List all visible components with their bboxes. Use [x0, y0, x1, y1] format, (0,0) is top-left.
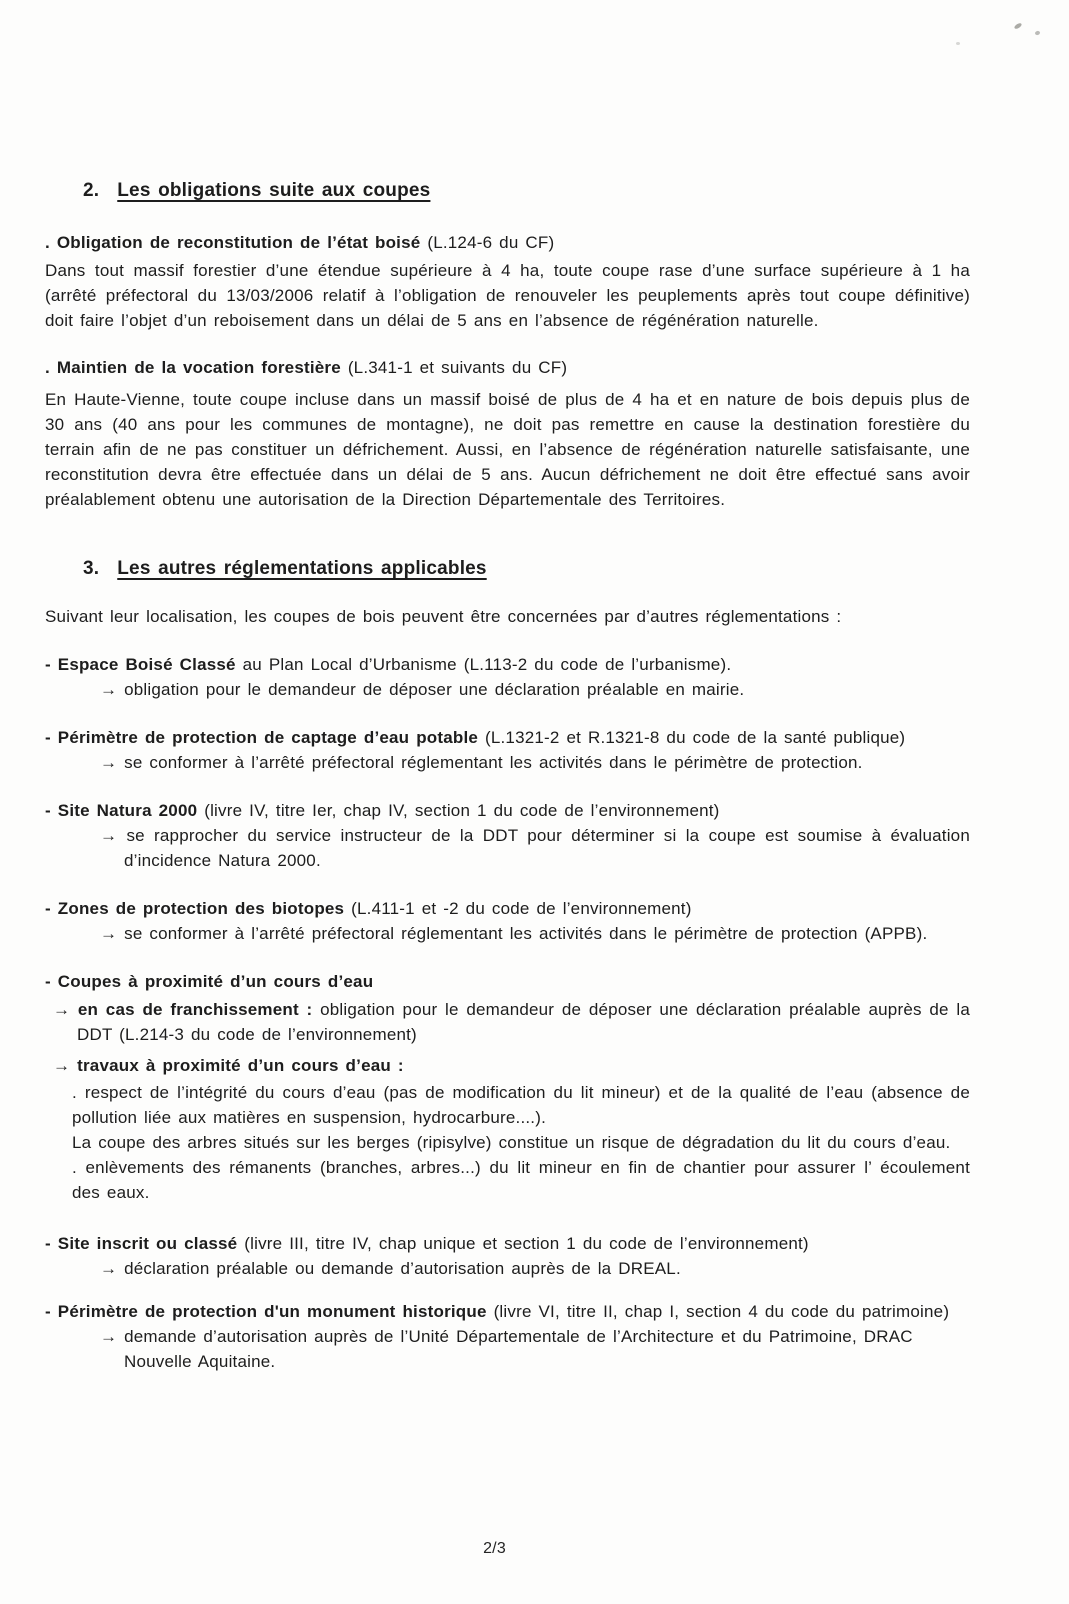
cours-eau-franchissement-rest: obligation pour le demandeur de déposer une déclaration préalable auprès de la DDT (L.214-3 du code de l’environnement)	[77, 1000, 970, 1044]
obligation-reconstitution-title	[45, 230, 970, 255]
biotopes-head-ref: (L.411-1 et -2 du code de l’environnement)	[344, 899, 692, 918]
cours-eau-respect: . respect de l’intégrité du cours d’eau (pas de modification du lit mineur) et de la qualité de l’eau (absence de pollution liée aux matières en suspension, hydrocarbure....).	[72, 1083, 970, 1127]
maintien-vocation-title-bold: . Maintien de la vocation forestière	[45, 358, 341, 377]
cours-eau-remanents: . enlèvements des rémanents (branches, arbres...) du lit mineur en fin de chantier pour assurer l’ écoulement des eaux.	[72, 1158, 970, 1202]
section-3-intro: Suivant leur localisation, les coupes de bois peuvent être concernées par d’autres réglementations :	[45, 607, 842, 626]
scan-speck	[1034, 30, 1040, 35]
cours-eau-ripisylve: La coupe des arbres situés sur les berges (ripisylve) constitue un risque de dégradation du lit du cours d’eau.	[72, 1133, 951, 1152]
section-2-number: 2.	[83, 180, 100, 201]
monument-head-ref: (livre VI, titre II, chap I, section 4 du code du patrimoine)	[486, 1302, 950, 1321]
scan-speck	[1014, 22, 1023, 30]
site-inscrit-head-bold: - Site inscrit ou classé	[45, 1234, 238, 1253]
biotopes-head	[45, 896, 970, 921]
captage-action: → se conformer à l’arrêté préfectoral réglementant les activités dans le périmètre de protection.	[100, 753, 863, 772]
scan-speck	[956, 42, 960, 45]
list-item-cours-eau	[45, 969, 970, 1205]
site-inscrit-head-ref: (livre III, titre IV, chap unique et section 1 du code de l’environnement)	[237, 1234, 809, 1253]
cours-eau-travaux-bold: → travaux à proximité d’un cours d’eau :	[53, 1056, 404, 1075]
cours-eau-head-bold: - Coupes à proximité d’un cours d’eau	[45, 972, 374, 991]
captage-head	[45, 725, 970, 750]
natura-head-bold: - Site Natura 2000	[45, 801, 198, 820]
cours-eau-franchissement-bold: → en cas de franchissement :	[53, 1000, 313, 1019]
espace-boise-head-ref: au Plan Local d’Urbanisme (L.113-2 du code de l’urbanisme).	[235, 655, 732, 674]
cours-eau-travaux	[53, 1053, 970, 1078]
obligation-reconstitution-body: Dans tout massif forestier d’une étendue supérieure à 4 ha, toute coupe rase d’une surface supérieure à 1 ha (arrêté préfectoral du 13/03/2006 relatif à l’obligation de renouveler les peuplements après tout coupe définitive) doit faire l’objet d’un reboisement dans un délai de 5 ans en l’absence de régénération naturelle.	[45, 261, 970, 330]
list-item-captage	[45, 725, 970, 775]
list-item-monument-historique	[45, 1299, 970, 1374]
monument-head	[45, 1299, 970, 1324]
site-inscrit-head	[45, 1231, 970, 1256]
maintien-vocation-body: En Haute-Vienne, toute coupe incluse dans un massif boisé de plus de 4 ha et en nature de bois depuis plus de 30 ans (40 ans pour les communes de montagne), ne doit pas remettre en cause la destination forestière du terrain afin de ne pas constituer un défrichement. Aussi, en l’absence de régénération naturelle satisfaisante, une reconstitution devra être effectuée dans un délai de 5 ans. Aucun défrichement ne doit être effectué sans avoir préalablement obtenu une autorisation de la Direction Départementale des Territoires.	[45, 390, 970, 509]
list-item-site-inscrit	[45, 1231, 970, 1281]
obligation-reconstitution-title-bold: . Obligation de reconstitution de l’état boisé	[45, 233, 421, 252]
espace-boise-action: → obligation pour le demandeur de déposer une déclaration préalable en mairie.	[100, 680, 745, 699]
cours-eau-head	[45, 969, 970, 994]
section-2-title: Les obligations suite aux coupes	[117, 180, 431, 201]
site-inscrit-action: → déclaration préalable ou demande d’autorisation auprès de la DREAL.	[100, 1259, 681, 1278]
section-3-heading	[83, 556, 970, 582]
list-item-biotopes	[45, 896, 970, 946]
biotopes-head-bold: - Zones de protection des biotopes	[45, 899, 345, 918]
maintien-vocation-title-ref: (L.341-1 et suivants du CF)	[340, 358, 568, 377]
section-3-title: Les autres réglementations applicables	[117, 558, 487, 579]
page-number: 2/3	[483, 1540, 506, 1557]
captage-head-bold: - Périmètre de protection de captage d’eau potable	[45, 728, 479, 747]
biotopes-action: → se conformer à l’arrêté préfectoral réglementant les activités dans le périmètre de protection (APPB).	[100, 924, 928, 943]
natura-head	[45, 798, 970, 823]
monument-action: → demande d’autorisation auprès de l’Unité Départementale de l’Architecture et du Patrimoine, DRAC Nouvelle Aquitaine.	[100, 1327, 913, 1371]
espace-boise-head-bold: - Espace Boisé Classé	[45, 655, 236, 674]
natura-action: → se rapprocher du service instructeur de la DDT pour déterminer si la coupe est soumise à évaluation d’incidence Natura 2000.	[100, 826, 970, 870]
monument-head-bold: - Périmètre de protection d'un monument historique	[45, 1302, 487, 1321]
captage-head-ref: (L.1321-2 et R.1321-8 du code de la santé publique)	[478, 728, 906, 747]
cours-eau-franchissement	[53, 997, 970, 1047]
espace-boise-head	[45, 652, 970, 677]
natura-head-ref: (livre IV, titre Ier, chap IV, section 1 du code de l’environnement)	[197, 801, 720, 820]
section-2-heading	[83, 178, 970, 204]
obligation-reconstitution-title-ref: (L.124-6 du CF)	[420, 233, 555, 252]
list-item-espace-boise	[45, 652, 970, 702]
maintien-vocation-title	[45, 355, 970, 380]
list-item-natura-2000	[45, 798, 970, 873]
section-3-number: 3.	[83, 558, 100, 579]
